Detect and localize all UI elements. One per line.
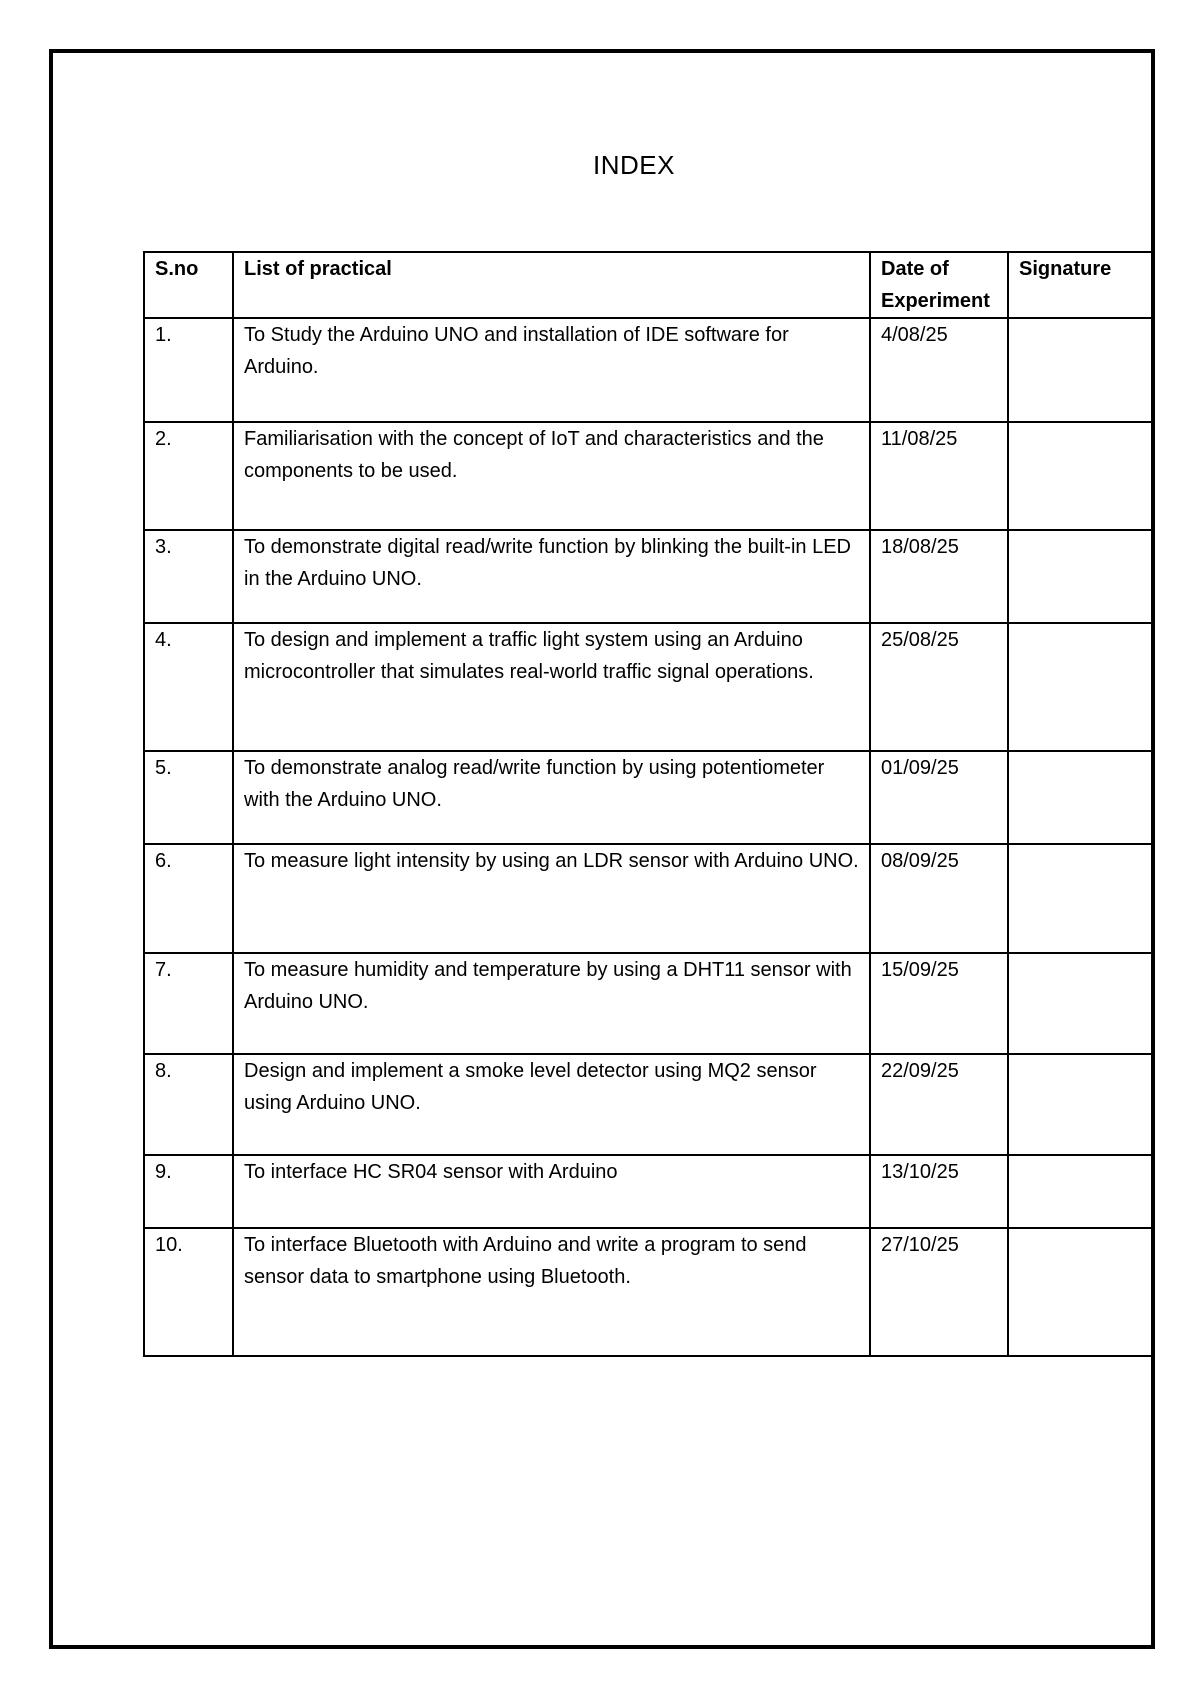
row-practical: Design and implement a smoke level detector using MQ2 sensor using Arduino UNO. [233, 1054, 870, 1155]
row-signature [1008, 953, 1153, 1054]
table-row [144, 1054, 1153, 1155]
row-practical: To Study the Arduino UNO and installation of IDE software for Arduino. [233, 318, 870, 422]
row-date: 15/09/25 [870, 953, 1008, 1054]
row-practical: To demonstrate analog read/write function by using potentiometer with the Arduino UNO. [233, 751, 870, 844]
header-practical: List of practical [233, 252, 870, 318]
table-row [144, 1155, 1153, 1228]
index-table [143, 251, 1154, 1357]
row-sno: 2. [144, 422, 233, 530]
table-row [144, 953, 1153, 1054]
row-date: 27/10/25 [870, 1228, 1008, 1356]
table-row [144, 530, 1153, 623]
row-sno: 5. [144, 751, 233, 844]
row-sno: 3. [144, 530, 233, 623]
table-row [144, 844, 1153, 953]
row-date: 4/08/25 [870, 318, 1008, 422]
row-sno: 1. [144, 318, 233, 422]
row-practical: To measure light intensity by using an LDR sensor with Arduino UNO. [233, 844, 870, 953]
page-title: INDEX [593, 150, 675, 180]
table-row [144, 751, 1153, 844]
row-sno: 4. [144, 623, 233, 751]
row-sno: 9. [144, 1155, 233, 1228]
header-sno: S.no [144, 252, 233, 318]
row-practical: To interface HC SR04 sensor with Arduino [233, 1155, 870, 1228]
row-signature [1008, 530, 1153, 623]
row-signature [1008, 1155, 1153, 1228]
row-practical: To design and implement a traffic light system using an Arduino microcontroller that simulates real-world traffic signal operations. [233, 623, 870, 751]
row-sno: 7. [144, 953, 233, 1054]
row-date: 08/09/25 [870, 844, 1008, 953]
header-date: Date of Experiment [870, 252, 1008, 318]
table-row [144, 422, 1153, 530]
row-date: 18/08/25 [870, 530, 1008, 623]
table-row [144, 318, 1153, 422]
row-signature [1008, 751, 1153, 844]
table-row [144, 623, 1153, 751]
row-practical: To interface Bluetooth with Arduino and write a program to send sensor data to smartphone using Bluetooth. [233, 1228, 870, 1356]
row-signature [1008, 1228, 1153, 1356]
row-sno: 6. [144, 844, 233, 953]
row-date: 22/09/25 [870, 1054, 1008, 1155]
row-signature [1008, 623, 1153, 751]
row-sno: 8. [144, 1054, 233, 1155]
table-header-row [144, 252, 1153, 318]
table-row [144, 1228, 1153, 1356]
row-signature [1008, 318, 1153, 422]
row-date: 01/09/25 [870, 751, 1008, 844]
row-date: 11/08/25 [870, 422, 1008, 530]
row-practical: To demonstrate digital read/write function by blinking the built-in LED in the Arduino UNO. [233, 530, 870, 623]
row-practical: To measure humidity and temperature by using a DHT11 sensor with Arduino UNO. [233, 953, 870, 1054]
row-practical: Familiarisation with the concept of IoT and characteristics and the components to be used. [233, 422, 870, 530]
header-signature: Signature [1008, 252, 1153, 318]
row-signature [1008, 1054, 1153, 1155]
row-date: 25/08/25 [870, 623, 1008, 751]
row-date: 13/10/25 [870, 1155, 1008, 1228]
row-sno: 10. [144, 1228, 233, 1356]
row-signature [1008, 844, 1153, 953]
row-signature [1008, 422, 1153, 530]
